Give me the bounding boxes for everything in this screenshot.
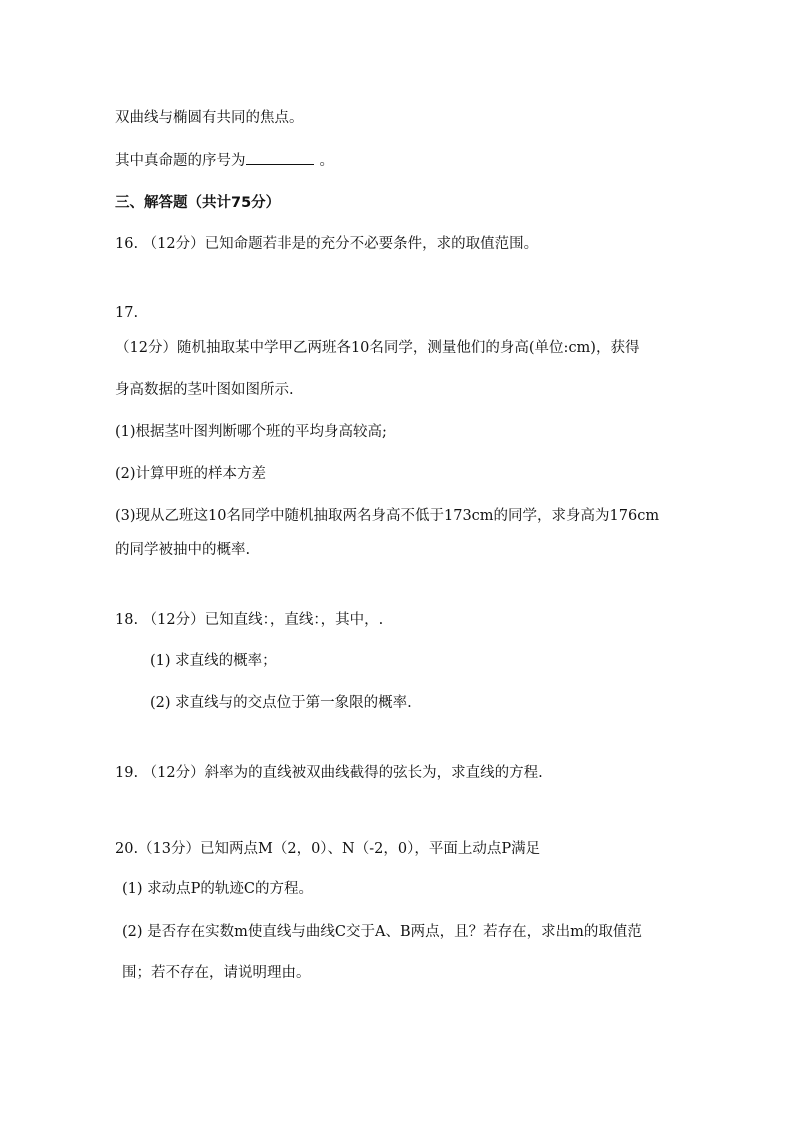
question-17-part-3-line-1: (3)现从乙班这10名同学中随机抽取两名身高不低于173cm的同学，求身高为176cm	[115, 508, 660, 524]
question-18: 18. （12分）已知直线：，直线：，其中，.	[115, 612, 384, 628]
text-line-true-propositions	[115, 150, 334, 171]
answer-blank	[246, 150, 314, 165]
section-title-solutions: 三、解答题（共计75分）	[115, 195, 281, 211]
question-20: 20.（13分）已知两点M（2，0）、N（-2，0），平面上动点P满足	[115, 841, 541, 857]
question-17-part-2: (2)计算甲班的样本方差	[115, 466, 267, 482]
question-20-part-1: (1) 求动点P的轨迹C的方程。	[122, 881, 313, 897]
true-propositions-prompt: 其中真命题的序号为	[115, 153, 246, 169]
question-20-part-2-line-1: (2) 是否存在实数m使直线与曲线C交于A、B两点，且？若存在，求出m的取值范	[122, 924, 642, 940]
question-16: 16. （12分）已知命题若非是的充分不必要条件，求的取值范围。	[115, 236, 539, 252]
question-17-part-3-line-2: 的同学被抽中的概率.	[115, 542, 251, 558]
question-17-number: 17.	[115, 305, 139, 321]
question-18-part-2: (2) 求直线与的交点位于第一象限的概率.	[150, 695, 412, 711]
question-20-part-2-line-2: 围；若不存在，请说明理由。	[122, 965, 311, 981]
question-18-part-1: (1) 求直线的概率；	[150, 653, 277, 669]
true-propositions-end: 。	[319, 153, 334, 169]
question-19: 19. （12分）斜率为的直线被双曲线截得的弦长为，求直线的方程.	[115, 765, 543, 781]
text-line-hyperbola-ellipse: 双曲线与椭圆有共同的焦点。	[115, 110, 304, 126]
question-17-line-2: 身高数据的茎叶图如图所示.	[115, 382, 294, 398]
question-17-line-1: （12分）随机抽取某中学甲乙两班各10名同学，测量他们的身高(单位:cm)，获得	[115, 340, 640, 356]
question-17-part-1: (1)根据茎叶图判断哪个班的平均身高较高;	[115, 424, 387, 440]
